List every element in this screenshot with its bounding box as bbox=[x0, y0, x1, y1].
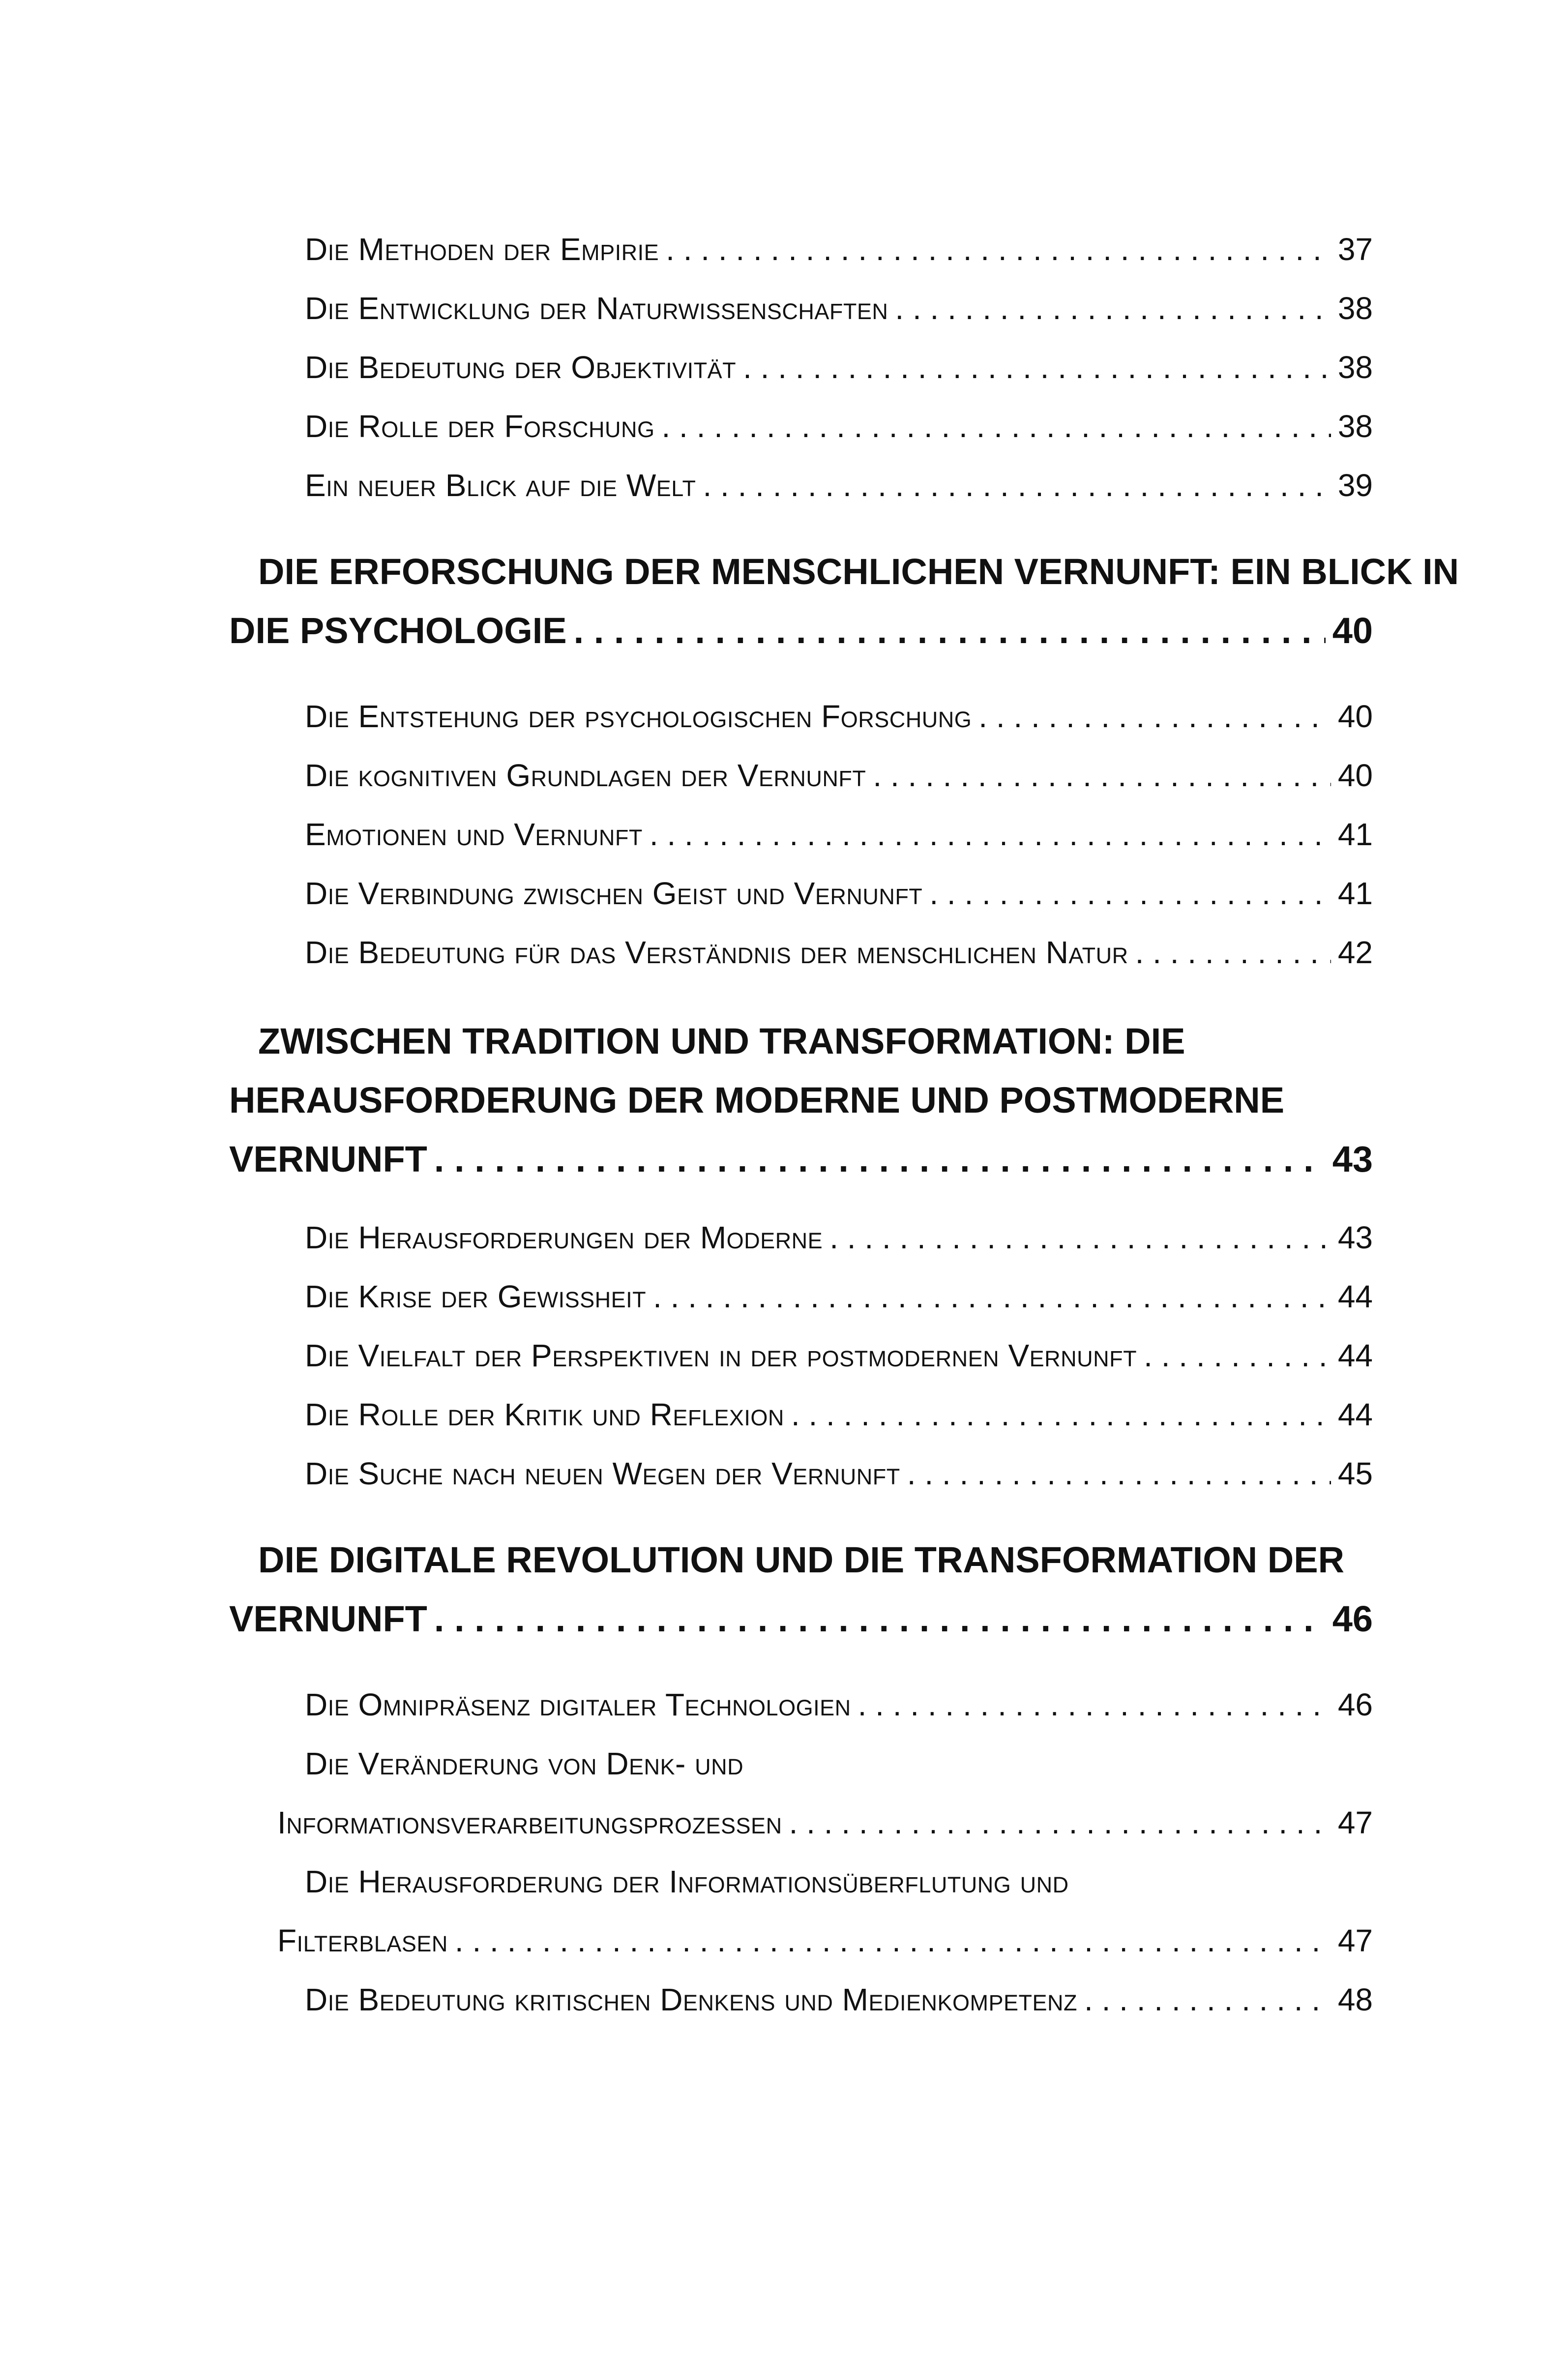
toc-entry[interactable] bbox=[0, 1804, 1373, 1841]
dot-leader bbox=[791, 1396, 1331, 1433]
toc-entry-label-continued: Filterblasen bbox=[277, 1923, 448, 1958]
toc-entry-label: Die Entstehung der psychologischen Forschung bbox=[305, 699, 972, 734]
toc-entry[interactable] bbox=[0, 349, 1373, 385]
toc-entry-label: Die Krise der Gewissheit bbox=[305, 1279, 647, 1314]
toc-entry[interactable] bbox=[0, 1922, 1373, 1959]
toc-entry-label: Die Rolle der Kritik und Reflexion bbox=[305, 1397, 784, 1432]
toc-page-number: 44 bbox=[1337, 1338, 1373, 1373]
toc-entry[interactable] bbox=[0, 231, 1373, 267]
toc-entry-label: Die Herausforderungen der Moderne bbox=[305, 1220, 823, 1255]
toc-page-number: 44 bbox=[1337, 1397, 1373, 1432]
toc-page-number: 38 bbox=[1337, 291, 1373, 326]
dot-leader bbox=[650, 816, 1331, 853]
toc-entry-label: Die Herausforderung der Informationsüberflutung und bbox=[305, 1864, 1069, 1899]
toc-entry[interactable] bbox=[0, 408, 1373, 444]
dot-leader bbox=[434, 1138, 1326, 1180]
toc-entry-label: Ein neuer Blick auf die Welt bbox=[305, 468, 696, 503]
dot-leader bbox=[661, 408, 1331, 444]
toc-page-number: 38 bbox=[1337, 350, 1373, 385]
toc-page-number: 40 bbox=[1332, 610, 1373, 651]
toc-entry[interactable] bbox=[0, 1337, 1373, 1374]
toc-entry[interactable] bbox=[0, 1219, 1373, 1256]
dot-leader bbox=[434, 1598, 1326, 1640]
toc-entry[interactable] bbox=[0, 467, 1373, 503]
toc-entry[interactable] bbox=[0, 1278, 1373, 1315]
toc-page-number: 46 bbox=[1332, 1598, 1373, 1639]
toc-entry-first-line[interactable] bbox=[0, 1863, 1373, 1900]
dot-leader bbox=[653, 1278, 1331, 1315]
toc-entry-label: Die Bedeutung der Objektivität bbox=[305, 350, 737, 385]
dot-leader bbox=[873, 757, 1331, 794]
chapter-title-line: DIE ERFORSCHUNG DER MENSCHLICHEN VERNUNFT: EIN BLICK IN bbox=[258, 551, 1459, 592]
toc-page-number: 38 bbox=[1337, 409, 1373, 444]
toc-page-number: 43 bbox=[1337, 1220, 1373, 1255]
toc-entry-label: Die Methoden der Empirie bbox=[305, 232, 659, 267]
dot-leader bbox=[978, 698, 1331, 735]
toc-entry[interactable] bbox=[0, 875, 1373, 912]
toc-page-number: 39 bbox=[1337, 468, 1373, 503]
toc-entry[interactable] bbox=[0, 816, 1373, 853]
toc-page-number: 40 bbox=[1337, 699, 1373, 734]
toc-page-number: 37 bbox=[1337, 232, 1373, 267]
toc-page-number: 48 bbox=[1337, 1982, 1373, 2017]
toc-entry-label: Die kognitiven Grundlagen der Vernunft bbox=[305, 758, 866, 793]
dot-leader bbox=[703, 467, 1331, 503]
toc-entry[interactable] bbox=[0, 934, 1373, 971]
dot-leader bbox=[907, 1455, 1331, 1492]
dot-leader bbox=[1084, 1981, 1331, 2018]
dot-leader bbox=[666, 231, 1331, 267]
dot-leader bbox=[1144, 1337, 1331, 1374]
toc-page-number: 46 bbox=[1337, 1687, 1373, 1722]
toc-entry[interactable] bbox=[0, 290, 1373, 326]
toc-entry-first-line[interactable] bbox=[0, 1745, 1373, 1782]
toc-entry-label: Die Rolle der Forschung bbox=[305, 409, 655, 444]
toc-entry-label: Die Bedeutung kritischen Denkens und Medienkompetenz bbox=[305, 1982, 1077, 2017]
dot-leader bbox=[574, 610, 1326, 651]
dot-leader bbox=[455, 1922, 1331, 1959]
toc-entry-label: Die Verbindung zwischen Geist und Vernunft bbox=[305, 876, 923, 911]
chapter-title-last-line: DIE PSYCHOLOGIE bbox=[229, 610, 567, 651]
toc-page-number: 44 bbox=[1337, 1279, 1373, 1314]
toc-entry[interactable] bbox=[0, 1981, 1373, 2018]
toc-chapter[interactable] bbox=[0, 1138, 1373, 1180]
dot-leader bbox=[743, 349, 1331, 385]
toc-entry-label: Die Veränderung von Denk- und bbox=[305, 1746, 744, 1781]
toc-entry-label: Die Vielfalt der Perspektiven in der postmodernen Vernunft bbox=[305, 1338, 1137, 1373]
toc-entry[interactable] bbox=[0, 698, 1373, 735]
dot-leader bbox=[829, 1219, 1331, 1256]
toc-entry-label-continued: Informationsverarbeitungsprozessen bbox=[277, 1805, 782, 1840]
chapter-title-line: HERAUSFORDERUNG DER MODERNE UND POSTMODERNE bbox=[229, 1080, 1285, 1121]
toc-page-number: 43 bbox=[1332, 1139, 1373, 1180]
toc-entry-label: Die Bedeutung für das Verständnis der menschlichen Natur bbox=[305, 935, 1128, 970]
toc-chapter[interactable] bbox=[0, 610, 1373, 651]
dot-leader bbox=[895, 290, 1331, 326]
dot-leader bbox=[858, 1686, 1331, 1723]
dot-leader bbox=[929, 875, 1331, 912]
toc-page-number: 45 bbox=[1337, 1456, 1373, 1491]
toc-page-number: 41 bbox=[1337, 876, 1373, 911]
toc-entry[interactable] bbox=[0, 757, 1373, 794]
chapter-title-last-line: VERNUNFT bbox=[229, 1598, 427, 1639]
toc-entry[interactable] bbox=[0, 1396, 1373, 1433]
toc-page-number: 41 bbox=[1337, 817, 1373, 852]
toc-entry-label: Die Entwicklung der Naturwissenschaften bbox=[305, 291, 888, 326]
toc-chapter[interactable] bbox=[0, 1598, 1373, 1640]
toc-entry-label: Die Suche nach neuen Wegen der Vernunft bbox=[305, 1456, 900, 1491]
dot-leader bbox=[789, 1804, 1331, 1841]
dot-leader bbox=[1135, 934, 1331, 971]
chapter-title-last-line: VERNUNFT bbox=[229, 1139, 427, 1180]
chapter-title-line: DIE DIGITALE REVOLUTION UND DIE TRANSFORMATION DER bbox=[258, 1539, 1345, 1580]
toc-page-number: 47 bbox=[1337, 1805, 1373, 1840]
toc-entry-label: Emotionen und Vernunft bbox=[305, 817, 643, 852]
chapter-title-line: ZWISCHEN TRADITION UND TRANSFORMATION: DIE bbox=[258, 1021, 1185, 1062]
toc-entry[interactable] bbox=[0, 1686, 1373, 1723]
toc-page-number: 42 bbox=[1337, 935, 1373, 970]
toc-page-number: 47 bbox=[1337, 1923, 1373, 1958]
toc-entry-label: Die Omnipräsenz digitaler Technologien bbox=[305, 1687, 851, 1722]
toc-entry[interactable] bbox=[0, 1455, 1373, 1492]
toc-page-number: 40 bbox=[1337, 758, 1373, 793]
